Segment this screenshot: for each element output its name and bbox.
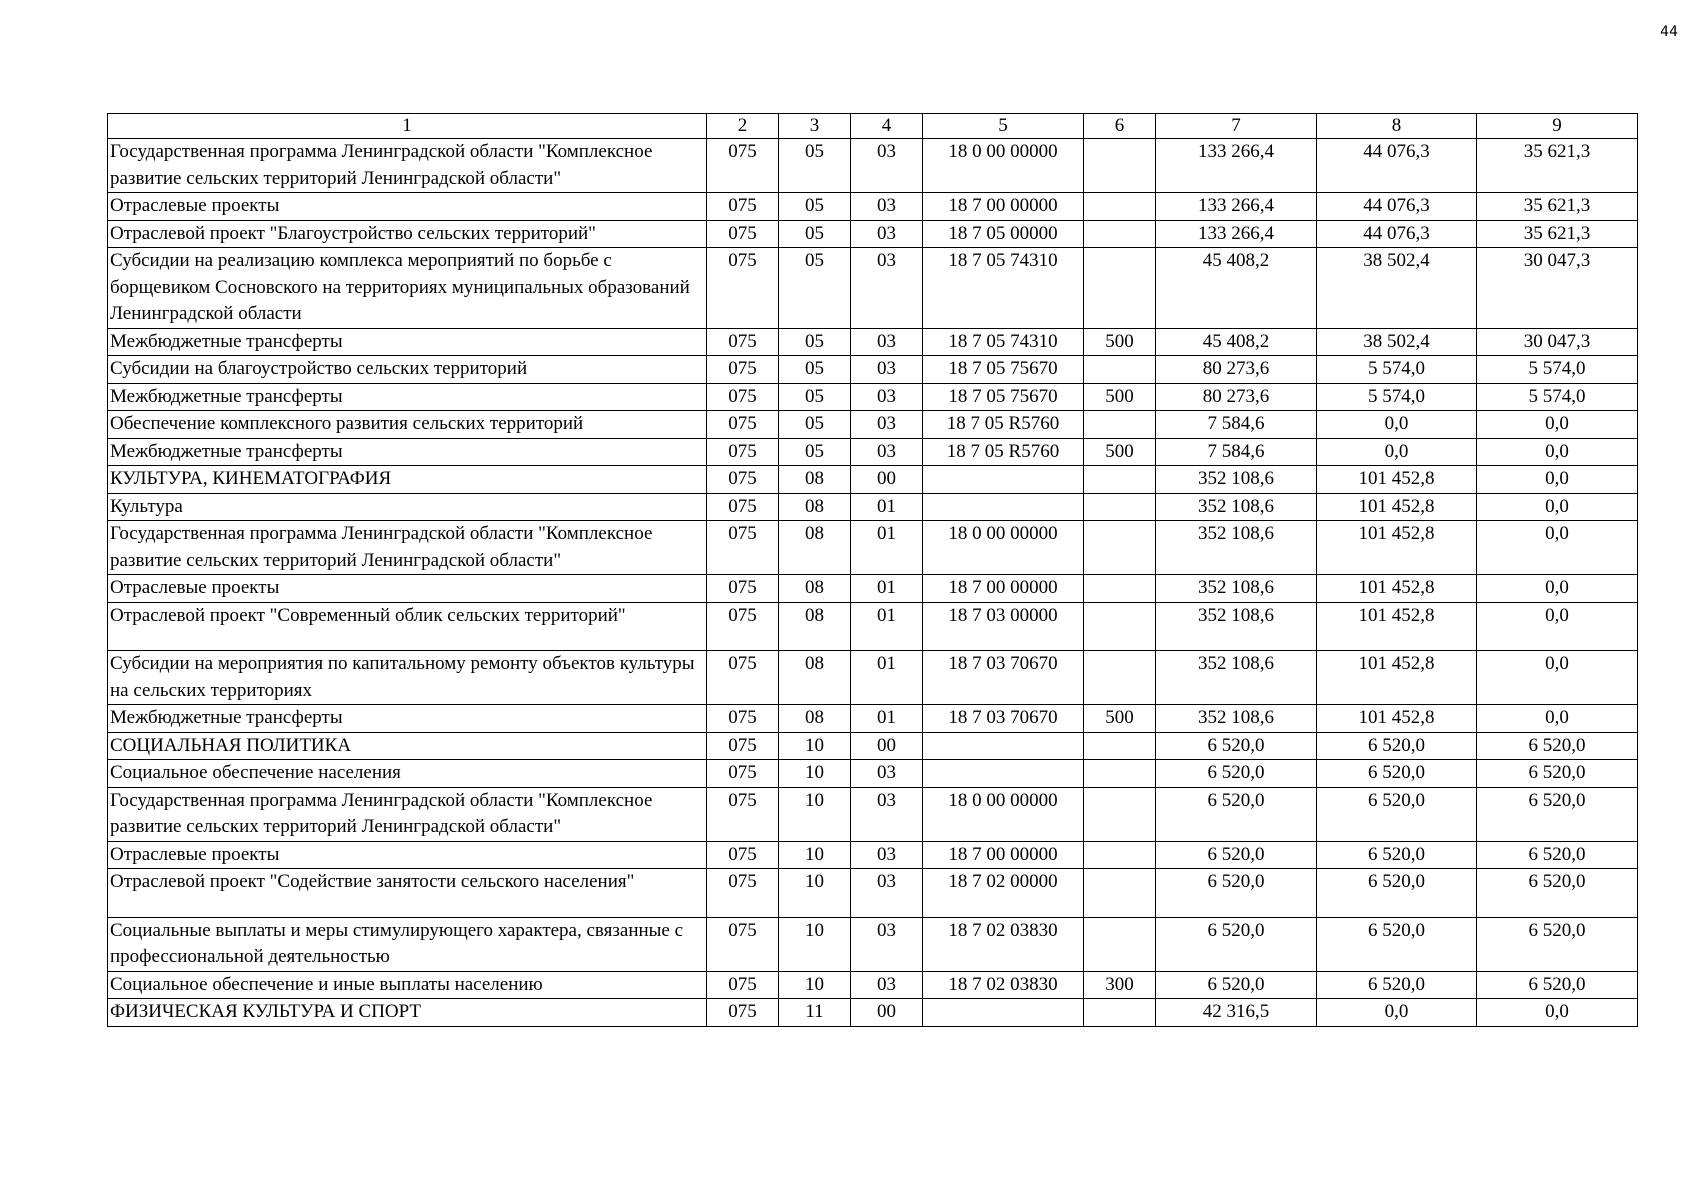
amount-year-2-cell: 38 502,4 xyxy=(1317,248,1477,329)
amount-year-3-cell: 0,0 xyxy=(1477,705,1638,733)
amount-year-3-cell: 6 520,0 xyxy=(1477,971,1638,999)
expense-type-cell xyxy=(1084,917,1156,971)
grbs-code-cell: 075 xyxy=(707,971,779,999)
section-code-cell: 05 xyxy=(779,411,851,439)
section-code-cell: 08 xyxy=(779,602,851,651)
subsection-code-cell: 03 xyxy=(851,328,923,356)
amount-year-1-cell: 133 266,4 xyxy=(1156,139,1317,193)
section-code-cell: 05 xyxy=(779,356,851,384)
item-name-cell: Отраслевой проект "Современный облик сельских территорий" xyxy=(108,602,707,651)
column-header: 1 xyxy=(108,114,707,139)
amount-year-2-cell: 0,0 xyxy=(1317,411,1477,439)
grbs-code-cell: 075 xyxy=(707,466,779,494)
subsection-code-cell: 03 xyxy=(851,248,923,329)
item-name-cell: Отраслевые проекты xyxy=(108,575,707,603)
amount-year-2-cell: 101 452,8 xyxy=(1317,705,1477,733)
subsection-code-cell: 03 xyxy=(851,760,923,788)
target-article-cell: 18 0 00 00000 xyxy=(923,139,1084,193)
target-article-cell: 18 7 05 R5760 xyxy=(923,438,1084,466)
expense-type-cell xyxy=(1084,999,1156,1027)
target-article-cell: 18 7 03 00000 xyxy=(923,602,1084,651)
amount-year-3-cell: 5 574,0 xyxy=(1477,356,1638,384)
subsection-code-cell: 03 xyxy=(851,841,923,869)
amount-year-2-cell: 0,0 xyxy=(1317,999,1477,1027)
section-code-cell: 10 xyxy=(779,760,851,788)
subsection-code-cell: 01 xyxy=(851,602,923,651)
item-name-cell: Субсидии на мероприятия по капитальному ремонту объектов культуры на сельских территориях xyxy=(108,651,707,705)
subsection-code-cell: 00 xyxy=(851,732,923,760)
grbs-code-cell: 075 xyxy=(707,521,779,575)
table-row xyxy=(108,139,1638,193)
subsection-code-cell: 01 xyxy=(851,575,923,603)
expense-type-cell: 300 xyxy=(1084,971,1156,999)
item-name-cell: Межбюджетные трансферты xyxy=(108,705,707,733)
expense-type-cell xyxy=(1084,248,1156,329)
amount-year-2-cell: 44 076,3 xyxy=(1317,139,1477,193)
table-row xyxy=(108,383,1638,411)
expense-type-cell: 500 xyxy=(1084,328,1156,356)
amount-year-2-cell: 5 574,0 xyxy=(1317,383,1477,411)
amount-year-2-cell: 101 452,8 xyxy=(1317,602,1477,651)
subsection-code-cell: 03 xyxy=(851,383,923,411)
amount-year-1-cell: 352 108,6 xyxy=(1156,651,1317,705)
table-row xyxy=(108,328,1638,356)
section-code-cell: 11 xyxy=(779,999,851,1027)
section-code-cell: 10 xyxy=(779,787,851,841)
item-name-cell: Отраслевые проекты xyxy=(108,193,707,221)
amount-year-2-cell: 0,0 xyxy=(1317,438,1477,466)
table-row xyxy=(108,999,1638,1027)
expense-type-cell xyxy=(1084,651,1156,705)
amount-year-2-cell: 6 520,0 xyxy=(1317,917,1477,971)
amount-year-3-cell: 6 520,0 xyxy=(1477,760,1638,788)
amount-year-3-cell: 0,0 xyxy=(1477,651,1638,705)
column-header: 9 xyxy=(1477,114,1638,139)
grbs-code-cell: 075 xyxy=(707,220,779,248)
table-row xyxy=(108,493,1638,521)
amount-year-2-cell: 38 502,4 xyxy=(1317,328,1477,356)
section-code-cell: 08 xyxy=(779,466,851,494)
amount-year-3-cell: 35 621,3 xyxy=(1477,193,1638,221)
table-row xyxy=(108,193,1638,221)
amount-year-1-cell: 352 108,6 xyxy=(1156,521,1317,575)
subsection-code-cell: 03 xyxy=(851,139,923,193)
grbs-code-cell: 075 xyxy=(707,602,779,651)
section-code-cell: 10 xyxy=(779,917,851,971)
expense-type-cell: 500 xyxy=(1084,705,1156,733)
target-article-cell: 18 7 00 00000 xyxy=(923,193,1084,221)
expense-type-cell xyxy=(1084,841,1156,869)
amount-year-1-cell: 133 266,4 xyxy=(1156,220,1317,248)
amount-year-3-cell: 0,0 xyxy=(1477,999,1638,1027)
section-code-cell: 10 xyxy=(779,971,851,999)
column-header: 4 xyxy=(851,114,923,139)
item-name-cell: Социальное обеспечение населения xyxy=(108,760,707,788)
amount-year-3-cell: 6 520,0 xyxy=(1477,732,1638,760)
grbs-code-cell: 075 xyxy=(707,760,779,788)
amount-year-1-cell: 45 408,2 xyxy=(1156,328,1317,356)
amount-year-1-cell: 352 108,6 xyxy=(1156,466,1317,494)
expense-type-cell xyxy=(1084,869,1156,918)
section-code-cell: 10 xyxy=(779,732,851,760)
grbs-code-cell: 075 xyxy=(707,383,779,411)
item-name-cell: Государственная программа Ленинградской области "Комплексное развитие сельских территорий Ленинградской области" xyxy=(108,787,707,841)
amount-year-1-cell: 80 273,6 xyxy=(1156,383,1317,411)
amount-year-3-cell: 35 621,3 xyxy=(1477,220,1638,248)
subsection-code-cell: 03 xyxy=(851,411,923,439)
table-row xyxy=(108,220,1638,248)
grbs-code-cell: 075 xyxy=(707,732,779,760)
amount-year-1-cell: 352 108,6 xyxy=(1156,602,1317,651)
item-name-cell: Отраслевой проект "Благоустройство сельских территорий" xyxy=(108,220,707,248)
amount-year-2-cell: 6 520,0 xyxy=(1317,869,1477,918)
grbs-code-cell: 075 xyxy=(707,575,779,603)
subsection-code-cell: 03 xyxy=(851,787,923,841)
amount-year-2-cell: 5 574,0 xyxy=(1317,356,1477,384)
expense-type-cell xyxy=(1084,521,1156,575)
expense-type-cell xyxy=(1084,760,1156,788)
target-article-cell: 18 7 02 03830 xyxy=(923,917,1084,971)
amount-year-2-cell: 6 520,0 xyxy=(1317,841,1477,869)
amount-year-1-cell: 6 520,0 xyxy=(1156,869,1317,918)
amount-year-2-cell: 101 452,8 xyxy=(1317,521,1477,575)
amount-year-1-cell: 6 520,0 xyxy=(1156,732,1317,760)
expense-type-cell xyxy=(1084,602,1156,651)
target-article-cell: 18 7 03 70670 xyxy=(923,651,1084,705)
section-code-cell: 05 xyxy=(779,220,851,248)
subsection-code-cell: 01 xyxy=(851,493,923,521)
amount-year-1-cell: 352 108,6 xyxy=(1156,705,1317,733)
amount-year-1-cell: 6 520,0 xyxy=(1156,760,1317,788)
grbs-code-cell: 075 xyxy=(707,356,779,384)
target-article-cell: 18 7 05 74310 xyxy=(923,328,1084,356)
section-code-cell: 10 xyxy=(779,841,851,869)
subsection-code-cell: 00 xyxy=(851,999,923,1027)
grbs-code-cell: 075 xyxy=(707,869,779,918)
expense-type-cell xyxy=(1084,193,1156,221)
grbs-code-cell: 075 xyxy=(707,705,779,733)
grbs-code-cell: 075 xyxy=(707,651,779,705)
grbs-code-cell: 075 xyxy=(707,411,779,439)
amount-year-3-cell: 0,0 xyxy=(1477,575,1638,603)
item-name-cell: Межбюджетные трансферты xyxy=(108,328,707,356)
table-body xyxy=(108,139,1638,1027)
amount-year-1-cell: 133 266,4 xyxy=(1156,193,1317,221)
target-article-cell: 18 7 02 03830 xyxy=(923,971,1084,999)
subsection-code-cell: 00 xyxy=(851,466,923,494)
table-row xyxy=(108,869,1638,918)
section-code-cell: 05 xyxy=(779,139,851,193)
grbs-code-cell: 075 xyxy=(707,328,779,356)
subsection-code-cell: 03 xyxy=(851,917,923,971)
table-row xyxy=(108,787,1638,841)
amount-year-1-cell: 352 108,6 xyxy=(1156,493,1317,521)
item-name-cell: Социальные выплаты и меры стимулирующего характера, связанные с профессиональной деятельностью xyxy=(108,917,707,971)
amount-year-3-cell: 0,0 xyxy=(1477,602,1638,651)
target-article-cell: 18 7 05 75670 xyxy=(923,356,1084,384)
amount-year-3-cell: 30 047,3 xyxy=(1477,328,1638,356)
expense-type-cell xyxy=(1084,139,1156,193)
subsection-code-cell: 03 xyxy=(851,193,923,221)
amount-year-2-cell: 44 076,3 xyxy=(1317,220,1477,248)
table-row xyxy=(108,705,1638,733)
amount-year-3-cell: 0,0 xyxy=(1477,466,1638,494)
section-code-cell: 08 xyxy=(779,521,851,575)
section-code-cell: 08 xyxy=(779,575,851,603)
section-code-cell: 08 xyxy=(779,651,851,705)
budget-table xyxy=(107,113,1638,1027)
expense-type-cell xyxy=(1084,466,1156,494)
section-code-cell: 10 xyxy=(779,869,851,918)
grbs-code-cell: 075 xyxy=(707,917,779,971)
subsection-code-cell: 03 xyxy=(851,438,923,466)
amount-year-2-cell: 6 520,0 xyxy=(1317,760,1477,788)
target-article-cell: 18 0 00 00000 xyxy=(923,787,1084,841)
grbs-code-cell: 075 xyxy=(707,139,779,193)
amount-year-3-cell: 6 520,0 xyxy=(1477,869,1638,918)
item-name-cell: КУЛЬТУРА, КИНЕМАТОГРАФИЯ xyxy=(108,466,707,494)
table-row xyxy=(108,917,1638,971)
amount-year-3-cell: 35 621,3 xyxy=(1477,139,1638,193)
target-article-cell xyxy=(923,493,1084,521)
column-header: 7 xyxy=(1156,114,1317,139)
item-name-cell: Государственная программа Ленинградской области "Комплексное развитие сельских территорий Ленинградской области" xyxy=(108,139,707,193)
table-row xyxy=(108,651,1638,705)
section-code-cell: 08 xyxy=(779,493,851,521)
column-header: 6 xyxy=(1084,114,1156,139)
table-row xyxy=(108,356,1638,384)
amount-year-1-cell: 6 520,0 xyxy=(1156,971,1317,999)
amount-year-2-cell: 6 520,0 xyxy=(1317,971,1477,999)
target-article-cell: 18 0 00 00000 xyxy=(923,521,1084,575)
target-article-cell xyxy=(923,466,1084,494)
subsection-code-cell: 03 xyxy=(851,869,923,918)
table-row xyxy=(108,521,1638,575)
amount-year-3-cell: 6 520,0 xyxy=(1477,917,1638,971)
item-name-cell: Обеспечение комплексного развития сельских территорий xyxy=(108,411,707,439)
item-name-cell: Отраслевой проект "Содействие занятости сельского населения" xyxy=(108,869,707,918)
table-row xyxy=(108,841,1638,869)
grbs-code-cell: 075 xyxy=(707,787,779,841)
table-row xyxy=(108,438,1638,466)
expense-type-cell xyxy=(1084,220,1156,248)
table-row xyxy=(108,466,1638,494)
expense-type-cell xyxy=(1084,575,1156,603)
section-code-cell: 08 xyxy=(779,705,851,733)
expense-type-cell xyxy=(1084,493,1156,521)
amount-year-2-cell: 101 452,8 xyxy=(1317,651,1477,705)
grbs-code-cell: 075 xyxy=(707,248,779,329)
page-number: 44 xyxy=(1660,24,1678,40)
amount-year-3-cell: 30 047,3 xyxy=(1477,248,1638,329)
section-code-cell: 05 xyxy=(779,383,851,411)
amount-year-2-cell: 6 520,0 xyxy=(1317,732,1477,760)
target-article-cell: 18 7 05 R5760 xyxy=(923,411,1084,439)
amount-year-3-cell: 0,0 xyxy=(1477,521,1638,575)
amount-year-1-cell: 7 584,6 xyxy=(1156,411,1317,439)
amount-year-1-cell: 42 316,5 xyxy=(1156,999,1317,1027)
subsection-code-cell: 03 xyxy=(851,971,923,999)
amount-year-1-cell: 6 520,0 xyxy=(1156,917,1317,971)
column-header: 3 xyxy=(779,114,851,139)
expense-type-cell: 500 xyxy=(1084,383,1156,411)
subsection-code-cell: 01 xyxy=(851,521,923,575)
amount-year-2-cell: 101 452,8 xyxy=(1317,575,1477,603)
expense-type-cell xyxy=(1084,356,1156,384)
table-row xyxy=(108,732,1638,760)
item-name-cell: ФИЗИЧЕСКАЯ КУЛЬТУРА И СПОРТ xyxy=(108,999,707,1027)
item-name-cell: Социальное обеспечение и иные выплаты населению xyxy=(108,971,707,999)
section-code-cell: 05 xyxy=(779,328,851,356)
grbs-code-cell: 075 xyxy=(707,193,779,221)
amount-year-2-cell: 44 076,3 xyxy=(1317,193,1477,221)
amount-year-2-cell: 101 452,8 xyxy=(1317,493,1477,521)
table-row xyxy=(108,248,1638,329)
amount-year-1-cell: 80 273,6 xyxy=(1156,356,1317,384)
target-article-cell: 18 7 05 75670 xyxy=(923,383,1084,411)
amount-year-3-cell: 0,0 xyxy=(1477,438,1638,466)
item-name-cell: СОЦИАЛЬНАЯ ПОЛИТИКА xyxy=(108,732,707,760)
expense-type-cell xyxy=(1084,787,1156,841)
subsection-code-cell: 01 xyxy=(851,705,923,733)
target-article-cell xyxy=(923,760,1084,788)
amount-year-3-cell: 0,0 xyxy=(1477,411,1638,439)
item-name-cell: Культура xyxy=(108,493,707,521)
grbs-code-cell: 075 xyxy=(707,438,779,466)
item-name-cell: Субсидии на благоустройство сельских территорий xyxy=(108,356,707,384)
subsection-code-cell: 03 xyxy=(851,356,923,384)
table-row xyxy=(108,971,1638,999)
grbs-code-cell: 075 xyxy=(707,999,779,1027)
table-row xyxy=(108,575,1638,603)
table-row xyxy=(108,760,1638,788)
grbs-code-cell: 075 xyxy=(707,493,779,521)
amount-year-1-cell: 45 408,2 xyxy=(1156,248,1317,329)
amount-year-3-cell: 6 520,0 xyxy=(1477,787,1638,841)
expense-type-cell xyxy=(1084,411,1156,439)
subsection-code-cell: 01 xyxy=(851,651,923,705)
section-code-cell: 05 xyxy=(779,438,851,466)
expense-type-cell: 500 xyxy=(1084,438,1156,466)
amount-year-1-cell: 6 520,0 xyxy=(1156,787,1317,841)
item-name-cell: Государственная программа Ленинградской области "Комплексное развитие сельских территорий Ленинградской области" xyxy=(108,521,707,575)
table-row xyxy=(108,411,1638,439)
amount-year-1-cell: 352 108,6 xyxy=(1156,575,1317,603)
item-name-cell: Межбюджетные трансферты xyxy=(108,438,707,466)
grbs-code-cell: 075 xyxy=(707,841,779,869)
amount-year-1-cell: 6 520,0 xyxy=(1156,841,1317,869)
amount-year-3-cell: 0,0 xyxy=(1477,493,1638,521)
amount-year-2-cell: 6 520,0 xyxy=(1317,787,1477,841)
table-row xyxy=(108,602,1638,651)
amount-year-3-cell: 6 520,0 xyxy=(1477,841,1638,869)
target-article-cell: 18 7 03 70670 xyxy=(923,705,1084,733)
target-article-cell: 18 7 00 00000 xyxy=(923,575,1084,603)
column-header: 8 xyxy=(1317,114,1477,139)
column-number-row xyxy=(108,114,1638,139)
column-header: 5 xyxy=(923,114,1084,139)
amount-year-1-cell: 7 584,6 xyxy=(1156,438,1317,466)
target-article-cell: 18 7 02 00000 xyxy=(923,869,1084,918)
section-code-cell: 05 xyxy=(779,193,851,221)
target-article-cell: 18 7 05 74310 xyxy=(923,248,1084,329)
item-name-cell: Субсидии на реализацию комплекса мероприятий по борьбе с борщевиком Сосновского на территориях муниципальных образований Ленинградской области xyxy=(108,248,707,329)
expense-type-cell xyxy=(1084,732,1156,760)
column-header: 2 xyxy=(707,114,779,139)
target-article-cell: 18 7 00 00000 xyxy=(923,841,1084,869)
item-name-cell: Отраслевые проекты xyxy=(108,841,707,869)
target-article-cell xyxy=(923,999,1084,1027)
amount-year-3-cell: 5 574,0 xyxy=(1477,383,1638,411)
subsection-code-cell: 03 xyxy=(851,220,923,248)
section-code-cell: 05 xyxy=(779,248,851,329)
target-article-cell xyxy=(923,732,1084,760)
item-name-cell: Межбюджетные трансферты xyxy=(108,383,707,411)
target-article-cell: 18 7 05 00000 xyxy=(923,220,1084,248)
amount-year-2-cell: 101 452,8 xyxy=(1317,466,1477,494)
